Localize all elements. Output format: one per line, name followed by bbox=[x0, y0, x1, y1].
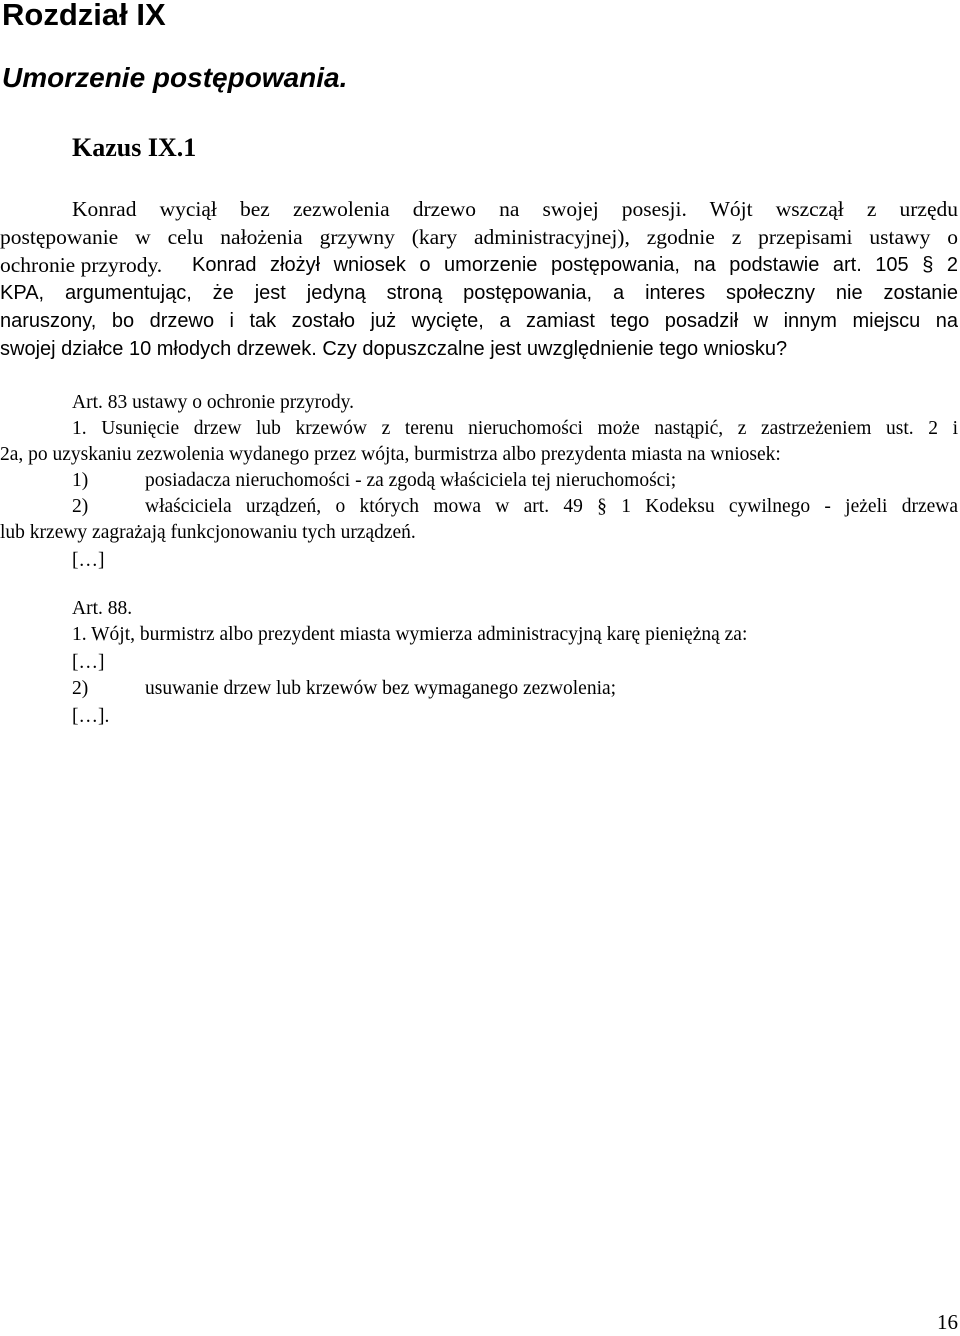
case-title: Kazus IX.1 bbox=[72, 133, 197, 162]
item-number: 1) bbox=[72, 470, 89, 491]
article-83-item-1 bbox=[0, 468, 958, 494]
article-83-line-1: 1. Usunięcie drzew lub krzewów z terenu nieruchomości może nastąpić, z zastrzeżeniem ust. 2 i bbox=[72, 418, 958, 439]
article-88-ellipsis-2: […]. bbox=[72, 706, 110, 727]
chapter-subtitle: Umorzenie postępowania. bbox=[2, 62, 348, 93]
article-83-line-2: 2a, po uzyskaniu zezwolenia wydanego przez wójta, burmistrza albo prezydenta miasta na wniosek: bbox=[0, 444, 781, 465]
item-text: usuwanie drzew lub krzewów bez wymaganego zezwolenia; bbox=[145, 678, 617, 699]
case-line-2: postępowanie w celu nałożenia grzywny (kary administracyjnej), zgodnie z przepisami ustawy o bbox=[0, 225, 958, 249]
article-88-heading: Art. 88. bbox=[72, 598, 133, 619]
article-88-ellipsis-1: […] bbox=[72, 652, 105, 673]
item-number: 2) bbox=[72, 678, 89, 699]
article-88-item-2 bbox=[0, 676, 958, 702]
case-line-3-wrap bbox=[0, 251, 958, 279]
article-83-continuation: lub krzewy zagrażają funkcjonowaniu tych urządzeń. bbox=[0, 522, 416, 543]
item-text: właściciela urządzeń, o których mowa w art. 49 § 1 Kodeksu cywilnego - jeżeli drzewa bbox=[145, 496, 958, 517]
case-line-5: naruszony, bo drzewo i tak zostało już wycięte, a zamiast tego posadził w innym miejscu na bbox=[0, 310, 958, 332]
case-line-3b: Konrad złożył wniosek o umorzenie postępowania, na podstawie art. 105 § 2 bbox=[192, 254, 958, 276]
case-line-3a: ochronie przyrody. bbox=[0, 253, 163, 277]
item-number: 2) bbox=[72, 496, 89, 517]
case-line-6: swojej działce 10 młodych drzewek. Czy dopuszczalne jest uwzględnienie tego wniosku? bbox=[0, 338, 788, 360]
case-line-1: Konrad wyciął bez zezwolenia drzewo na swojej posesji. Wójt wszczął z urzędu bbox=[72, 197, 958, 221]
article-88-line-1: 1. Wójt, burmistrz albo prezydent miasta wymierza administracyjną karę pieniężną za: bbox=[72, 624, 748, 645]
article-83-heading: Art. 83 ustawy o ochronie przyrody. bbox=[72, 392, 354, 413]
chapter-heading: Rozdział IX bbox=[2, 0, 166, 32]
article-83-item-2 bbox=[0, 494, 958, 520]
case-line-4: KPA, argumentując, że jest jedyną stroną postępowania, a interes społeczny nie zostanie bbox=[0, 282, 958, 304]
page-number: 16 bbox=[937, 1310, 958, 1334]
article-83-ellipsis: […] bbox=[72, 550, 105, 571]
item-text: posiadacza nieruchomości - za zgodą właściciela tej nieruchomości; bbox=[145, 470, 677, 491]
